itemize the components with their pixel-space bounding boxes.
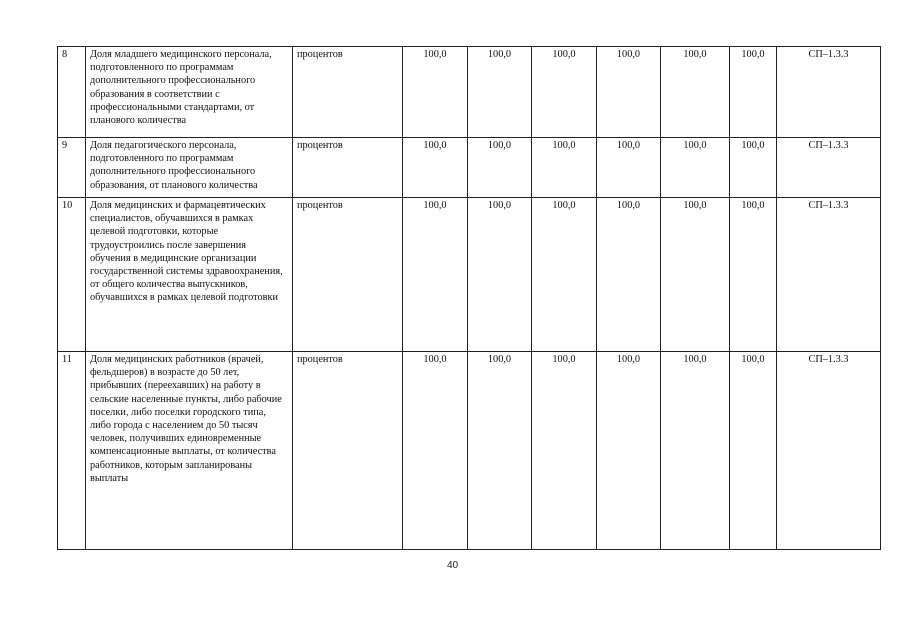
unit-cell: процентов bbox=[293, 47, 403, 138]
indicators-table bbox=[57, 46, 881, 550]
table-row bbox=[58, 138, 881, 198]
indicator-description: Доля педагогического персонала, подготовленного по программам дополнительного профессионального образования, от планового количества bbox=[86, 138, 293, 198]
value-cell: 100,0 bbox=[661, 198, 730, 352]
row-number: 9 bbox=[58, 138, 86, 198]
value-cell: 100,0 bbox=[468, 138, 532, 198]
value-cell: 100,0 bbox=[468, 198, 532, 352]
indicator-description: Доля медицинских работников (врачей, фельдшеров) в возрасте до 50 лет, прибывших (переехавших) на работу в сельские населенные пункты, либо рабочие поселки, либо поселки городского типа, либо города с населением до 50 тысяч человек, получивших единовременные компенсационные выплаты, от количества работников, которым запланированы выплаты bbox=[86, 352, 293, 550]
value-cell: 100,0 bbox=[468, 47, 532, 138]
table-row bbox=[58, 352, 881, 550]
table-row bbox=[58, 47, 881, 138]
value-cell: 100,0 bbox=[730, 198, 777, 352]
value-cell: 100,0 bbox=[730, 352, 777, 550]
unit-cell: процентов bbox=[293, 138, 403, 198]
value-cell: 100,0 bbox=[532, 352, 597, 550]
indicator-description: Доля медицинских и фармацевтических специалистов, обучавшихся в рамках целевой подготовки, которые трудоустроились после завершения обучения в медицинские организации государственной системы здравоохранения, от общего количества выпускников, обучавшихся в рамках целевой подготовки bbox=[86, 198, 293, 352]
indicator-description: Доля младшего медицинского персонала, подготовленного по программам дополнительного профессионального образования в соответствии с профессиональными стандартами, от планового количества bbox=[86, 47, 293, 138]
value-cell: 100,0 bbox=[597, 47, 661, 138]
value-cell: 100,0 bbox=[403, 47, 468, 138]
page-number: 40 bbox=[446, 560, 459, 571]
row-number: 11 bbox=[58, 352, 86, 550]
value-cell: 100,0 bbox=[403, 198, 468, 352]
row-number: 8 bbox=[58, 47, 86, 138]
value-cell: 100,0 bbox=[730, 47, 777, 138]
row-number: 10 bbox=[58, 198, 86, 352]
reference-code: СП–1.3.3 bbox=[777, 138, 881, 198]
value-cell: 100,0 bbox=[597, 138, 661, 198]
value-cell: 100,0 bbox=[403, 352, 468, 550]
value-cell: 100,0 bbox=[532, 198, 597, 352]
value-cell: 100,0 bbox=[468, 352, 532, 550]
value-cell: 100,0 bbox=[661, 352, 730, 550]
unit-cell: процентов bbox=[293, 352, 403, 550]
value-cell: 100,0 bbox=[661, 47, 730, 138]
reference-code: СП–1.3.3 bbox=[777, 352, 881, 550]
unit-cell: процентов bbox=[293, 198, 403, 352]
value-cell: 100,0 bbox=[730, 138, 777, 198]
value-cell: 100,0 bbox=[532, 138, 597, 198]
reference-code: СП–1.3.3 bbox=[777, 198, 881, 352]
reference-code: СП–1.3.3 bbox=[777, 47, 881, 138]
value-cell: 100,0 bbox=[403, 138, 468, 198]
value-cell: 100,0 bbox=[597, 352, 661, 550]
value-cell: 100,0 bbox=[597, 198, 661, 352]
table-row bbox=[58, 198, 881, 352]
value-cell: 100,0 bbox=[661, 138, 730, 198]
value-cell: 100,0 bbox=[532, 47, 597, 138]
